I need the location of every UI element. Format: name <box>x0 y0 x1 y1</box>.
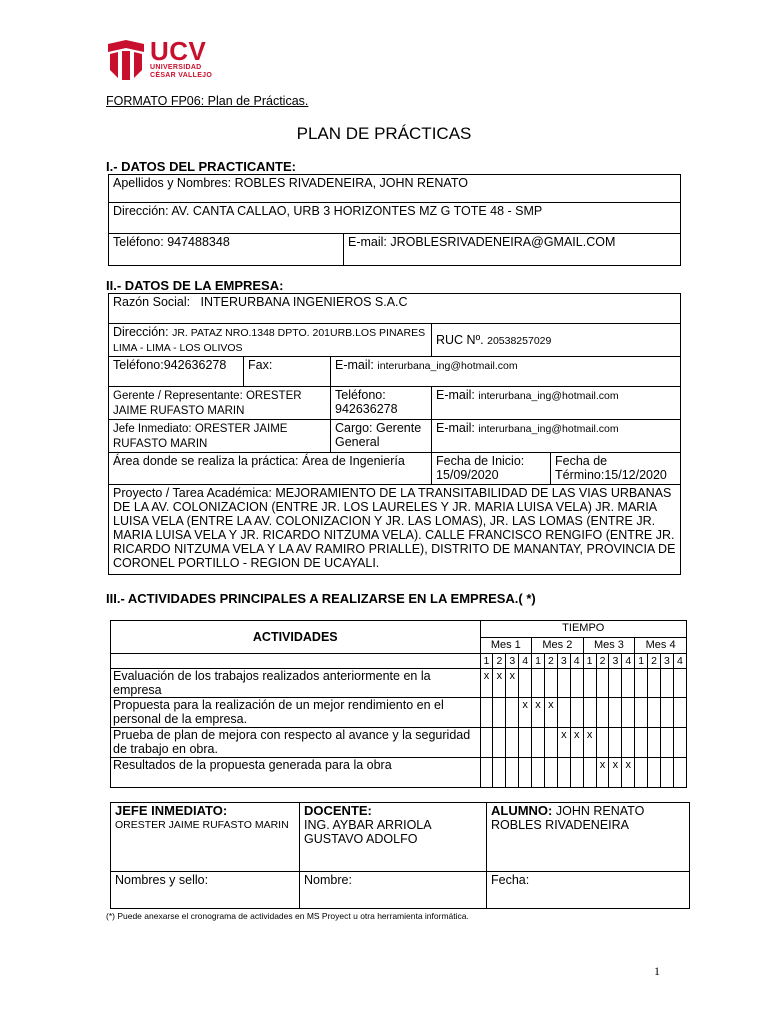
footnote: (*) Puede anexarse el cronograma de actividades en MS Proyect u otra herramienta informática. <box>106 911 469 921</box>
cronograma-cell: x <box>622 758 635 788</box>
docente-firma <box>300 803 487 872</box>
cronograma-cell <box>622 669 635 698</box>
cronograma-cell <box>648 758 661 788</box>
cronograma-cell <box>544 669 557 698</box>
cronograma-cell <box>596 728 609 758</box>
cronograma-cell: x <box>519 698 532 728</box>
alumno-label: ALUMNO: <box>491 803 553 818</box>
jefe-email-value: interurbana_ing@hotmail.com <box>478 423 619 435</box>
empresa-direccion <box>109 324 432 357</box>
cronograma-cell: x <box>544 698 557 728</box>
cronograma-cell <box>673 758 686 788</box>
email-label: E-mail: <box>335 358 374 372</box>
cronograma-cell <box>480 758 493 788</box>
cronograma-cell <box>673 728 686 758</box>
cronograma-cell <box>506 758 519 788</box>
empresa-razon <box>109 294 681 324</box>
cronograma-cell <box>506 728 519 758</box>
actividad-text: Resultados de la propuesta generada para la obra <box>111 758 481 788</box>
practicante-email: E-mail: JROBLESRIVADENEIRA@GMAIL.COM <box>344 234 681 266</box>
empresa-email <box>331 357 681 387</box>
section2-heading: II.- DATOS DE LA EMPRESA: <box>106 278 284 293</box>
cronograma-cell <box>609 698 622 728</box>
cronograma-cell <box>661 758 674 788</box>
cronograma-cell <box>480 698 493 728</box>
ucv-logo <box>150 38 212 80</box>
mes-header: Mes 1 <box>480 638 532 654</box>
semana-header: 3 <box>609 654 622 669</box>
fecha-inicio: Fecha de Inicio: 15/09/2020 <box>432 453 551 485</box>
cronograma-cell <box>661 669 674 698</box>
ruc-label: RUC Nº. <box>436 332 484 347</box>
gerente-email-label: E-mail: <box>436 388 475 402</box>
cronograma-cell: x <box>480 669 493 698</box>
actividad-row <box>111 698 687 728</box>
semanas-spacer <box>111 654 481 669</box>
semana-header: 1 <box>635 654 648 669</box>
practicante-nombres: Apellidos y Nombres: ROBLES RIVADENEIRA, JOHN RENATO <box>109 175 681 203</box>
cronograma-cell <box>506 698 519 728</box>
cronograma-cell <box>570 698 583 728</box>
cronograma-cell <box>532 758 545 788</box>
semana-header: 2 <box>544 654 557 669</box>
direccion-label: Dirección: <box>113 325 169 339</box>
razon-value: INTERURBANA INGENIEROS S.A.C <box>200 295 408 309</box>
actividad-text: Propuesta para la realización de un mejor rendimiento en el personal de la empresa. <box>111 698 481 728</box>
firmas-table <box>110 802 690 909</box>
cronograma-cell: x <box>506 669 519 698</box>
cronograma-cell: x <box>583 728 596 758</box>
cronograma-cell <box>596 698 609 728</box>
cronograma-cell <box>519 728 532 758</box>
cronograma-cell <box>609 669 622 698</box>
actividades-body <box>111 669 687 788</box>
jefe-cargo: Cargo: Gerente General <box>331 420 432 453</box>
actividad-row <box>111 758 687 788</box>
cronograma-cell <box>596 669 609 698</box>
razon-label: Razón Social: <box>113 295 191 309</box>
cronograma-cell <box>635 698 648 728</box>
actividades-table <box>110 620 687 788</box>
cronograma-cell <box>635 669 648 698</box>
alumno-firma <box>487 803 690 872</box>
semana-header: 4 <box>519 654 532 669</box>
cronograma-cell <box>570 758 583 788</box>
cronograma-cell <box>673 698 686 728</box>
cronograma-cell <box>583 758 596 788</box>
cronograma-cell <box>480 728 493 758</box>
section3-heading: III.- ACTIVIDADES PRINCIPALES A REALIZARSE EN LA EMPRESA.( *) <box>106 591 536 606</box>
ucv-logo-icon <box>106 40 146 80</box>
mes-header: Mes 3 <box>583 638 635 654</box>
practicante-direccion: Dirección: AV. CANTA CALLAO, URB 3 HORIZONTES MZ G TOTE 48 - SMP <box>109 203 681 234</box>
jefe-firma-label: JEFE INMEDIATO: <box>115 803 228 818</box>
page-title: PLAN DE PRÁCTICAS <box>296 124 472 143</box>
practicante-table <box>108 174 681 266</box>
jefe-firma <box>111 803 300 872</box>
actividad-text: Evaluación de los trabajos realizados anteriormente en la empresa <box>111 669 481 698</box>
gerente-email-value: interurbana_ing@hotmail.com <box>478 390 619 402</box>
cronograma-cell: x <box>570 728 583 758</box>
page-number: 1 <box>654 964 660 978</box>
cronograma-cell <box>557 698 570 728</box>
cronograma-cell: x <box>609 758 622 788</box>
tiempo-header: TIEMPO <box>480 621 686 638</box>
cronograma-cell <box>519 669 532 698</box>
semana-header: 1 <box>532 654 545 669</box>
cronograma-cell <box>673 669 686 698</box>
empresa-area: Área donde se realiza la práctica: Área de Ingeniería <box>109 453 432 485</box>
cronograma-cell <box>519 758 532 788</box>
section1-heading: I.- DATOS DEL PRACTICANTE: <box>106 159 296 174</box>
logo-sub2: CÉSAR VALLEJO <box>150 72 213 79</box>
jefe-firma-value: ORESTER JAIME RUFASTO MARIN <box>115 819 289 831</box>
actividades-header: ACTIVIDADES <box>111 621 481 654</box>
cronograma-cell <box>648 698 661 728</box>
nombre-firma: Nombre: <box>300 872 487 909</box>
empresa-proyecto: Proyecto / Tarea Académica: MEJORAMIENTO DE LA TRANSITABILIDAD DE LAS VIAS URBANAS DE LA AV. COLONIZACION (ENTRE JR. LOS LAURELES Y JR. MARIA LUISA VELA) JR. MARIA LUISA VELA (ENTRE LA AV. COLONIZACION Y JR. LAS LOMAS), JR. LAS LOMAS (ENTRE JR. MARIA LUISA VELA Y JR. RICARDO NITZUMA VELA). CALLE FRANCISCO RENGIFO (ENTRE JR. RICARDO NITZUMA VELA Y LA AV RAMIRO PRIALLE), DISTRITO DE MANANTAY, PROVINCIA DE CORONEL PORTILLO - REGION DE UCAYALI. <box>109 485 681 575</box>
cronograma-cell <box>609 728 622 758</box>
semana-header: 2 <box>596 654 609 669</box>
cronograma-cell <box>544 728 557 758</box>
fecha-firma: Fecha: <box>487 872 690 909</box>
semana-header: 2 <box>648 654 661 669</box>
fecha-termino: Fecha de Término:15/12/2020 <box>551 453 681 485</box>
cronograma-cell <box>493 728 506 758</box>
semana-header: 4 <box>673 654 686 669</box>
cronograma-cell <box>648 728 661 758</box>
cronograma-cell <box>532 669 545 698</box>
docente-value: ING. AYBAR ARRIOLA GUSTAVO ADOLFO <box>304 818 431 846</box>
mes-header: Mes 2 <box>532 638 584 654</box>
semanas-row <box>111 654 687 669</box>
nombres-sello: Nombres y sello: <box>111 872 300 909</box>
semana-header: 2 <box>493 654 506 669</box>
actividad-text: Prueba de plan de mejora con respecto al avance y la seguridad de trabajo en obra. <box>111 728 481 758</box>
semana-header: 1 <box>480 654 493 669</box>
cronograma-cell <box>557 669 570 698</box>
jefe-text: Jefe Inmediato: ORESTER JAIME RUFASTO MARIN <box>113 423 288 450</box>
gerente-telefono: Teléfono: 942636278 <box>331 387 432 420</box>
actividad-row <box>111 669 687 698</box>
docente-label: DOCENTE: <box>304 803 372 818</box>
gerente-email <box>432 387 681 420</box>
cronograma-cell <box>661 698 674 728</box>
cronograma-cell <box>661 728 674 758</box>
actividad-row <box>111 728 687 758</box>
cronograma-cell <box>544 758 557 788</box>
cronograma-cell <box>635 758 648 788</box>
alumno-value: JOHN RENATO ROBLES RIVADENEIRA <box>491 804 645 832</box>
empresa-ruc <box>432 324 681 357</box>
cronograma-cell: x <box>596 758 609 788</box>
cronograma-cell <box>622 728 635 758</box>
cronograma-cell: x <box>493 669 506 698</box>
semana-header: 3 <box>506 654 519 669</box>
ruc-value: 20538257029 <box>487 334 552 347</box>
cronograma-cell <box>583 669 596 698</box>
logo-sub1: UNIVERSIDAD <box>150 64 202 71</box>
cronograma-cell <box>557 758 570 788</box>
semana-header: 3 <box>557 654 570 669</box>
empresa-table <box>108 293 681 575</box>
empresa-fax: Fax: <box>244 357 331 387</box>
cronograma-cell <box>493 698 506 728</box>
gerente-text: Gerente / Representante: ORESTER JAIME RUFASTO MARIN <box>113 390 302 417</box>
formato-label: FORMATO FP06: Plan de Prácticas. <box>106 94 309 108</box>
cronograma-cell: x <box>532 698 545 728</box>
email-value: interurbana_ing@hotmail.com <box>377 360 518 372</box>
empresa-jefe <box>109 420 331 453</box>
jefe-email-label: E-mail: <box>436 421 475 435</box>
logo-name: UCV <box>150 36 207 66</box>
cronograma-cell <box>622 698 635 728</box>
semana-header: 4 <box>570 654 583 669</box>
empresa-telefono: Teléfono:942636278 <box>109 357 244 387</box>
semana-header: 3 <box>661 654 674 669</box>
semana-header: 4 <box>622 654 635 669</box>
jefe-email <box>432 420 681 453</box>
cronograma-cell <box>493 758 506 788</box>
cronograma-cell <box>635 728 648 758</box>
direccion-value: JR. PATAZ NRO.1348 DPTO. 201URB.LOS PINARES LIMA - LIMA - LOS OLIVOS <box>113 327 426 354</box>
cronograma-cell <box>532 728 545 758</box>
practicante-telefono: Teléfono: 947488348 <box>109 234 344 266</box>
semana-header: 1 <box>583 654 596 669</box>
cronograma-cell <box>648 669 661 698</box>
empresa-gerente <box>109 387 331 420</box>
mes-header: Mes 4 <box>635 638 687 654</box>
cronograma-cell <box>583 698 596 728</box>
cronograma-cell <box>570 669 583 698</box>
cronograma-cell: x <box>557 728 570 758</box>
